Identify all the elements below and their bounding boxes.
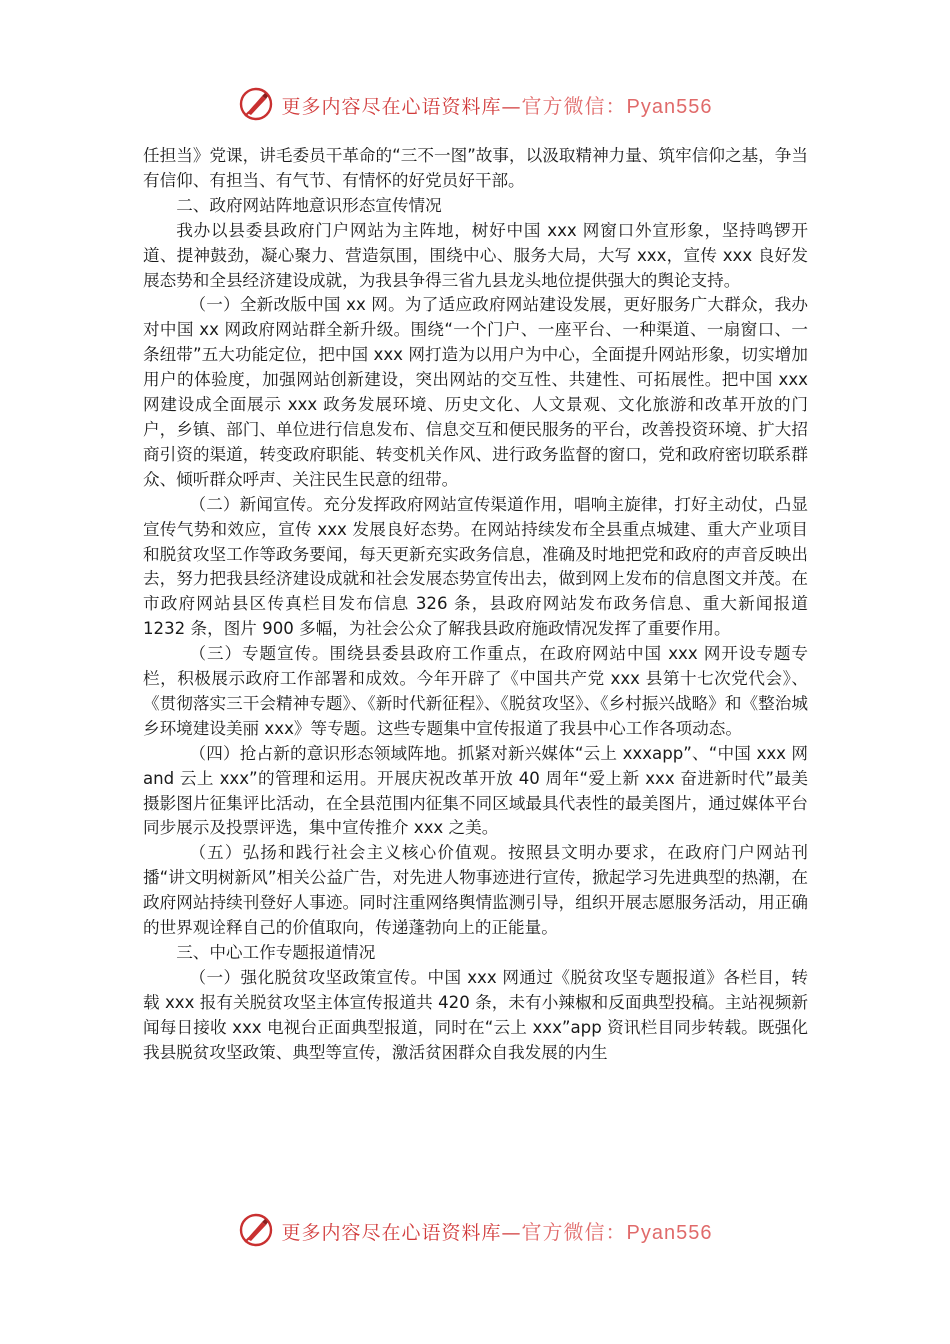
paragraph-intro: 我办以县委县政府门户网站为主阵地，树好中国 xxx 网窗口外宣形象，坚持鸣锣开道、提神鼓劲，凝心聚力、营造氛围，围绕中心、服务大局，大写 xxx，宣传 xxx 良好发展态势和全县经济建设成就，为我县争得三省九县龙头地位提供强大的舆论支持。: [143, 220, 808, 290]
document-body: [143, 144, 808, 1066]
watermark-contact: 官方微信：Pyan556: [521, 95, 713, 118]
paragraph-item-1: （一）全新改版中国 xx 网。为了适应政府网站建设发展，更好服务广大群众，我办对中国 xx 网政府网站群全新升级。围绕“一个门户、一座平台、一种渠道、一扇窗口、一条纽带”五大功能定位，把中国 xxx 网打造为以用户为中心，全面提升网站形象，切实增加用户的体验度，加强网站创新建设，突出网站的交互性、共建性、可拓展性。把中国 xxx 网建设成全面展示 xxx 政务发展环境、历史文化、人文景观、文化旅游和改革开放的门户，乡镇、部门、单位进行信息发布、信息交互和便民服务的平台，改善投资环境、扩大招商引资的渠道，转变政府职能、转变机关作风、进行政务监督的窗口，党和政府密切联系群众、倾听群众呼声、关注民生民意的纽带。: [143, 295, 808, 489]
watermark-contact: 官方微信：Pyan556: [521, 1221, 713, 1244]
watermark-text: [282, 1216, 713, 1245]
watermark-title: 更多内容尽在心语资料库: [281, 1221, 502, 1244]
paragraph-continuation: 任担当》党课，讲毛委员干革命的“三不一图”故事，以汲取精神力量、筑牢信仰之基，争当有信仰、有担当、有气节、有情怀的好党员好干部。: [143, 146, 808, 190]
pen-logo-icon: [238, 86, 274, 122]
pen-logo-icon: [238, 1212, 274, 1248]
paragraph-item-3: （三）专题宣传。围绕县委县政府工作重点，在政府网站中国 xxx 网开设专题专栏，积极展示政府工作部署和成效。今年开辟了《中国共产党 xxx 县第十七次党代会》、《贯彻落实三干会精神专题》、《新时代新征程》、《脱贫攻坚》、《乡村振兴战略》和《整治城乡环境建设美丽 xxx》等专题。这些专题集中宣传报道了我县中心工作各项动态。: [143, 644, 808, 738]
paragraph-item-5: （五）弘扬和践行社会主义核心价值观。按照县文明办要求，在政府门户网站刊播“讲文明树新风”相关公益广告，对先进人物事迹进行宣传，掀起学习先进典型的热潮，在政府网站持续刊登好人事迹。同时注重网络舆情监测引导，组织开展志愿服务活动，用正确的世界观诠释自己的价值取向，传递蓬勃向上的正能量。: [143, 843, 808, 938]
watermark-text: [282, 90, 713, 119]
section-heading-3: 三、中心工作专题报道情况: [176, 943, 376, 962]
paragraph-item-4: （四）抢占新的意识形态领域阵地。抓紧对新兴媒体“云上 xxxapp”、“中国 xxx 网 and 云上 xxx”的管理和运用。开展庆祝改革开放 40 周年“爱上新 xxx 奋进新时代”最美摄影图片征集评比活动，在全县范围内征集不同区域最具代表性的最美图片，通过媒体平台同步展示及投票评选，集中宣传推介 xxx 之美。: [143, 743, 808, 838]
watermark-title: 更多内容尽在心语资料库: [281, 95, 502, 118]
watermark-banner-top: [0, 84, 950, 124]
watermark-banner-bottom: [0, 1210, 950, 1250]
section-heading-2: 二、政府网站阵地意识形态宣传情况: [176, 195, 442, 215]
watermark-separator: —: [501, 1221, 522, 1244]
paragraph-item-2: （二）新闻宣传。充分发挥政府网站宣传渠道作用，唱响主旋律，打好主动仗，凸显宣传气势和效应，宣传 xxx 发展良好态势。在网站持续发布全县重点城建、重大产业项目和脱贫攻坚工作等政务要闻，每天更新充实政务信息，准确及时地把党和政府的声音反映出去，努力把我县经济建设成就和社会发展态势宣传出去，做到网上发布的信息图文并茂。在市政府网站县区传真栏目发布信息 326 条，县政府网站发布政务信息、重大新闻报道 1232 条，图片 900 多幅，为社会公众了解我县政府施政情况发挥了重要作用。: [143, 494, 808, 639]
paragraph-item-6: （一）强化脱贫攻坚政策宣传。中国 xxx 网通过《脱贫攻坚专题报道》各栏目，转载 xxx 报有关脱贫攻坚主体宣传报道共 420 条，未有小辣椒和反面典型投稿。主站视频新闻每日接收 xxx 电视台正面典型报道，同时在“云上 xxx”app 资讯栏目同步转载。既强化我县脱贫攻坚政策、典型等宣传，激活贫困群众自我发展的内生: [143, 967, 808, 1062]
watermark-separator: —: [501, 95, 522, 118]
